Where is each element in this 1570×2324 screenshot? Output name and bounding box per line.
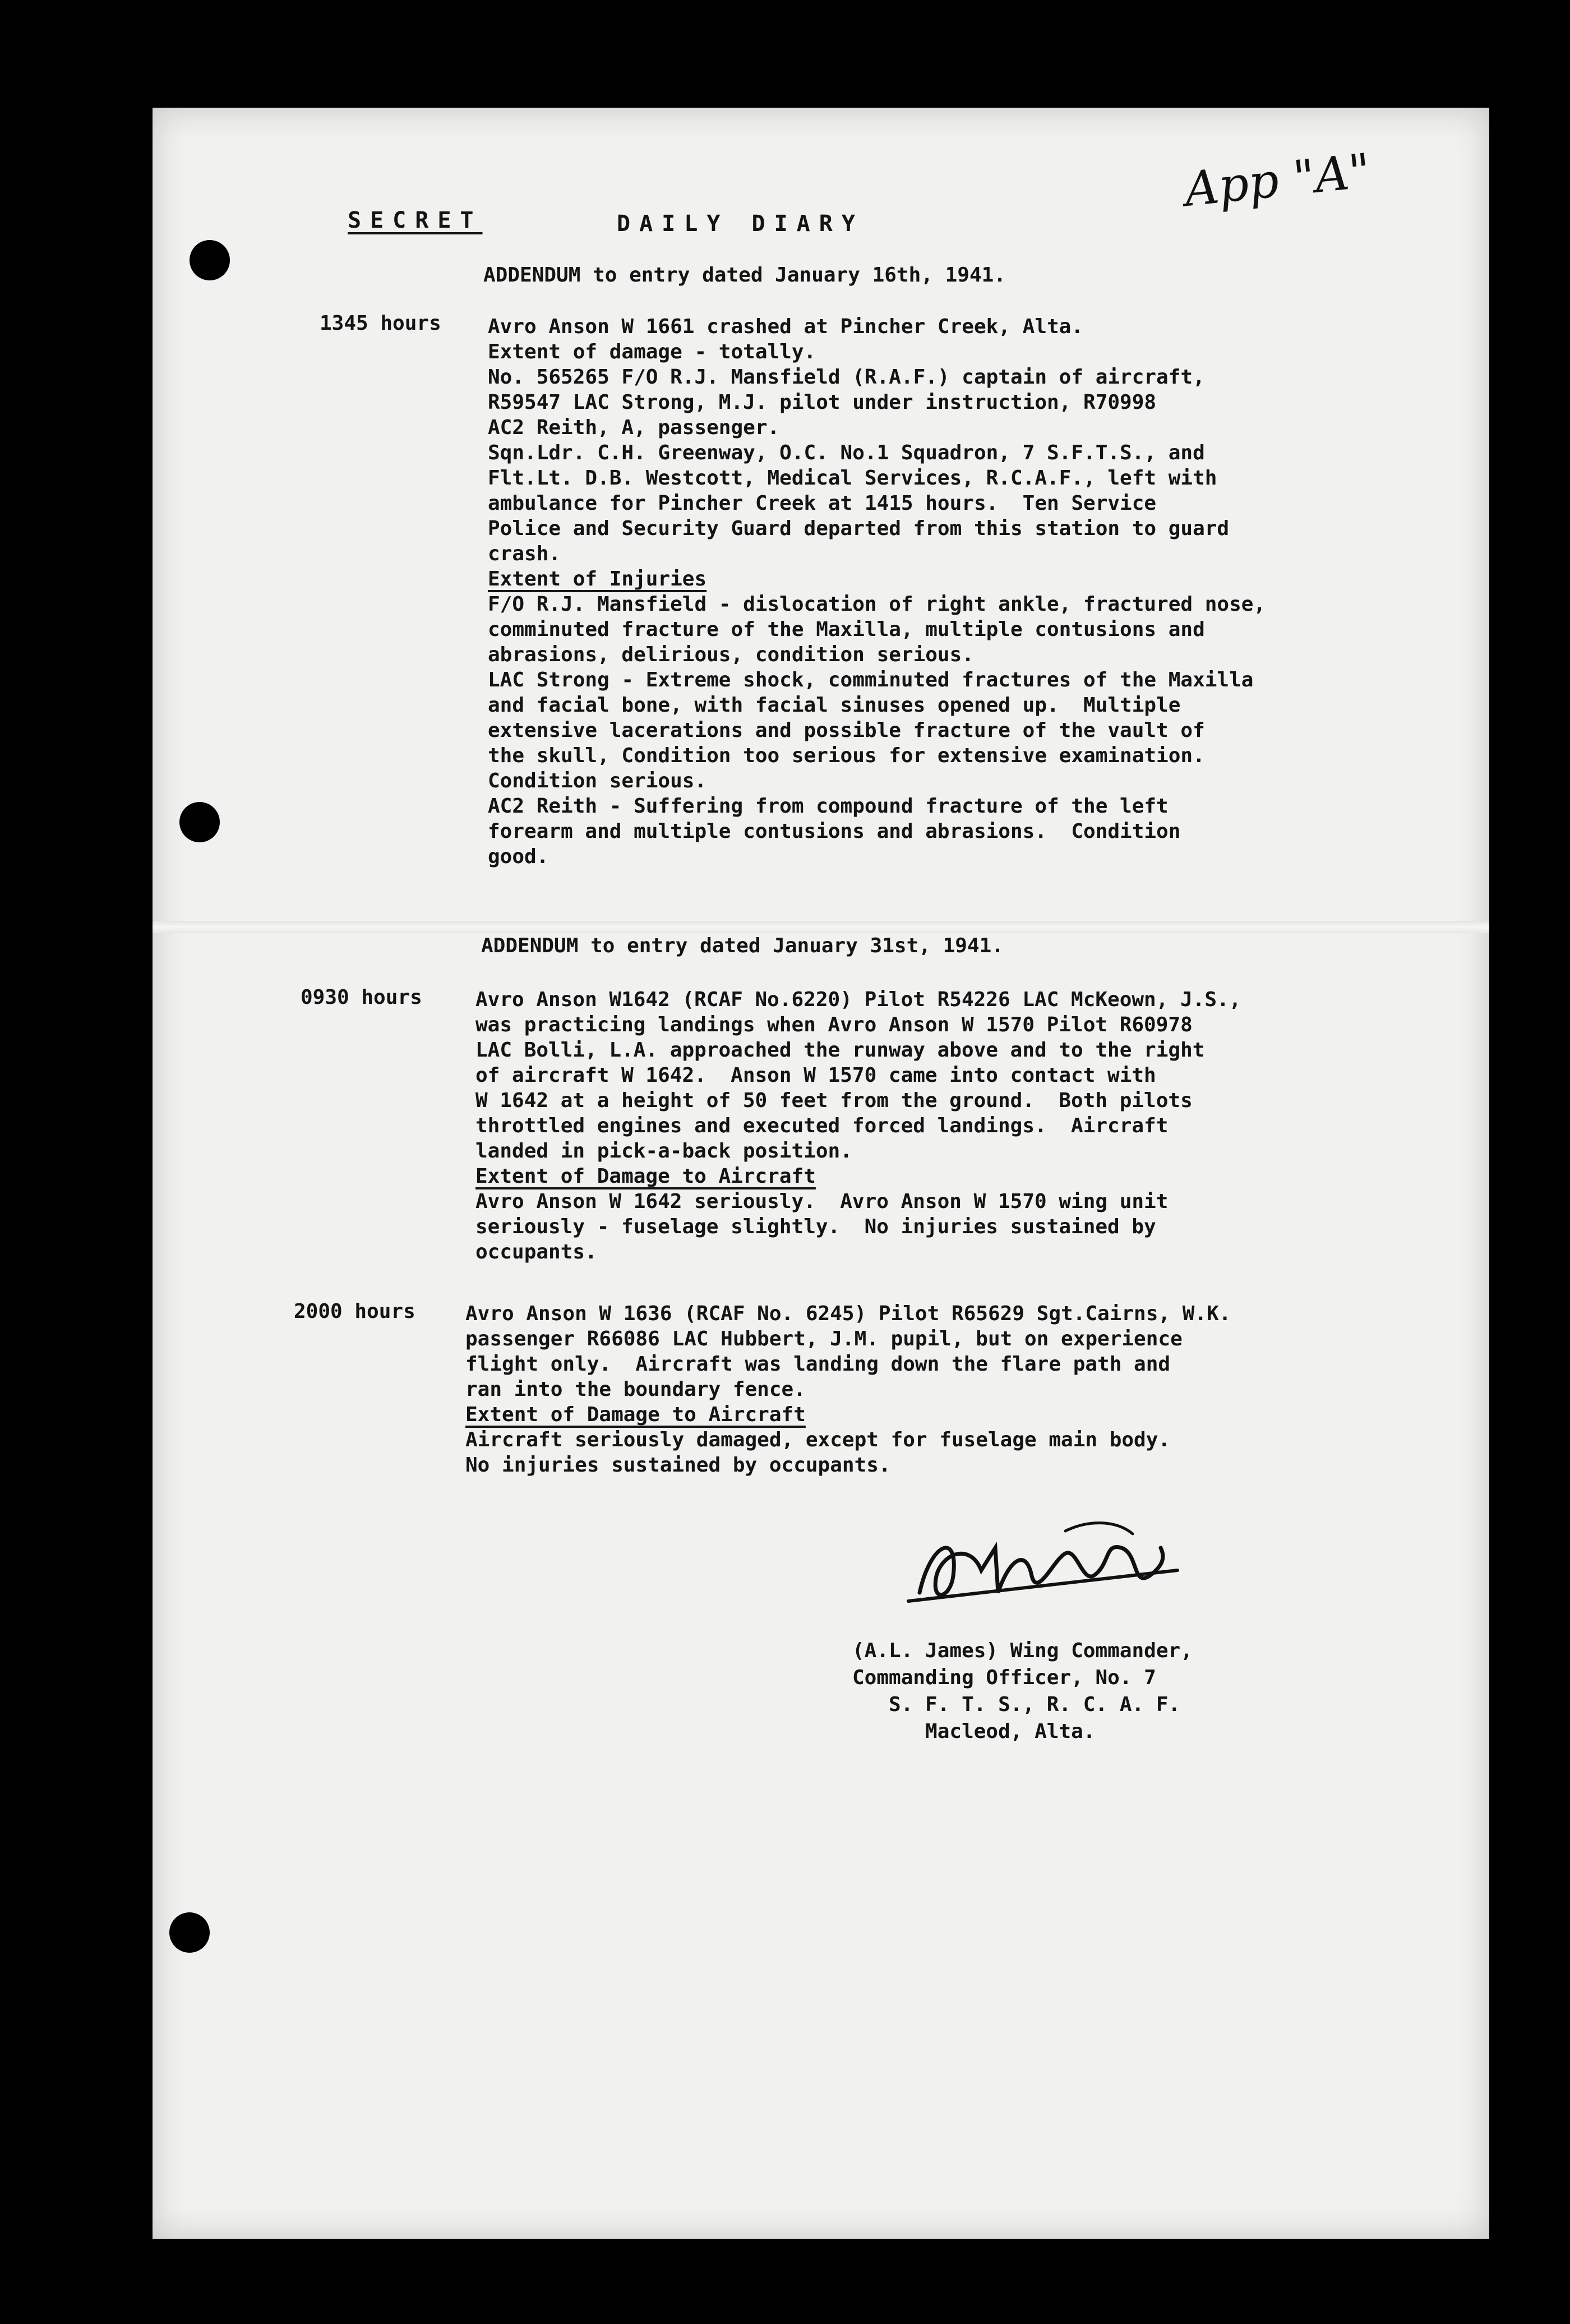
text-line: ran into the boundary fence. [465,1378,806,1401]
text-line: F/O R.J. Mansfield - dislocation of right ankle, fractured nose, [488,593,1266,616]
entry-text [488,314,1266,869]
text-line: occupants. [475,1241,597,1264]
text-line: Avro Anson W 1661 crashed at Pincher Creek, Alta. [488,315,1084,338]
entry-time: 0930 hours [301,986,422,1009]
text-line: comminuted fracture of the Maxilla, multiple contusions and [488,618,1205,641]
appendix-stamp: App "A" [1181,142,1374,218]
section-heading: Extent of Damage to Aircraft [465,1403,806,1426]
page-title: DAILY DIARY [617,211,864,237]
text-line: forearm and multiple contusions and abrasions. Condition [488,820,1181,843]
binder-hole [179,802,220,842]
text-line: Extent of damage - totally. [488,340,816,363]
handwritten-signature [897,1509,1189,1621]
text-line: AC2 Reith, A, passenger. [488,416,780,439]
text-line: throttled engines and executed forced landings. Aircraft [475,1114,1169,1137]
text-line: extensive lacerations and possible fracture of the vault of [488,719,1205,742]
entry-text [475,987,1241,1265]
binder-hole [190,240,230,280]
signature-line: (A.L. James) Wing Commander, [852,1639,1193,1662]
text-line: No injuries sustained by occupants. [465,1454,891,1477]
text-line: the skull, Condition too serious for extensive examination. [488,744,1205,767]
addendum-heading: ADDENDUM to entry dated January 16th, 1941. [483,264,1006,287]
text-line: Avro Anson W1642 (RCAF No.6220) Pilot R54226 LAC McKeown, J.S., [475,988,1241,1011]
entry-time: 1345 hours [320,312,441,335]
entry-time: 2000 hours [294,1300,415,1323]
text-line: abrasions, delirious, condition serious. [488,643,974,666]
section-heading: Extent of Damage to Aircraft [475,1165,816,1188]
text-line: Flt.Lt. D.B. Westcott, Medical Services, R.C.A.F., left with [488,467,1217,490]
text-line: Police and Security Guard departed from this station to guard [488,517,1230,540]
text-line: passenger R66086 LAC Hubbert, J.M. pupil, but on experience [465,1327,1183,1350]
entry-text [465,1301,1231,1478]
page-fold [153,921,1489,933]
text-line: was practicing landings when Avro Anson W 1570 Pilot R60978 [475,1013,1193,1036]
text-line: W 1642 at a height of 50 feet from the ground. Both pilots [475,1089,1193,1112]
text-line: Aircraft seriously damaged, except for fuselage main body. [465,1428,1171,1451]
text-line: crash. [488,542,561,565]
text-line: landed in pick-a-back position. [475,1140,852,1163]
text-line: AC2 Reith - Suffering from compound fracture of the left [488,795,1169,818]
text-line: Condition serious. [488,769,707,792]
text-line: seriously - fuselage slightly. No injuries sustained by [475,1215,1156,1238]
signature-line: Macleod, Alta. [852,1720,1096,1743]
signature-line: Commanding Officer, No. 7 [852,1666,1156,1689]
text-line: LAC Strong - Extreme shock, comminuted fractures of the Maxilla [488,668,1254,691]
text-line: No. 565265 F/O R.J. Mansfield (R.A.F.) captain of aircraft, [488,366,1205,389]
text-line: good. [488,845,549,868]
text-line: Sqn.Ldr. C.H. Greenway, O.C. No.1 Squadron, 7 S.F.T.S., and [488,441,1205,464]
signature-block [852,1638,1193,1745]
text-line: LAC Bolli, L.A. approached the runway above and to the right [475,1039,1205,1062]
text-line: Avro Anson W 1636 (RCAF No. 6245) Pilot R65629 Sgt.Cairns, W.K. [465,1302,1231,1325]
text-line: ambulance for Pincher Creek at 1415 hours. Ten Service [488,492,1157,515]
secret-label: SECRET [348,208,483,233]
text-line: and facial bone, with facial sinuses opened up. Multiple [488,694,1181,717]
binder-hole [169,1912,210,1953]
text-line: flight only. Aircraft was landing down the flare path and [465,1353,1171,1376]
signature-line: S. F. T. S., R. C. A. F. [852,1693,1181,1716]
text-line: Avro Anson W 1642 seriously. Avro Anson W 1570 wing unit [475,1190,1169,1213]
addendum-heading: ADDENDUM to entry dated January 31st, 1941. [481,934,1004,957]
text-line: R59547 LAC Strong, M.J. pilot under instruction, R70998 [488,391,1157,414]
section-heading: Extent of Injuries [488,568,707,591]
text-line: of aircraft W 1642. Anson W 1570 came into contact with [475,1064,1156,1087]
